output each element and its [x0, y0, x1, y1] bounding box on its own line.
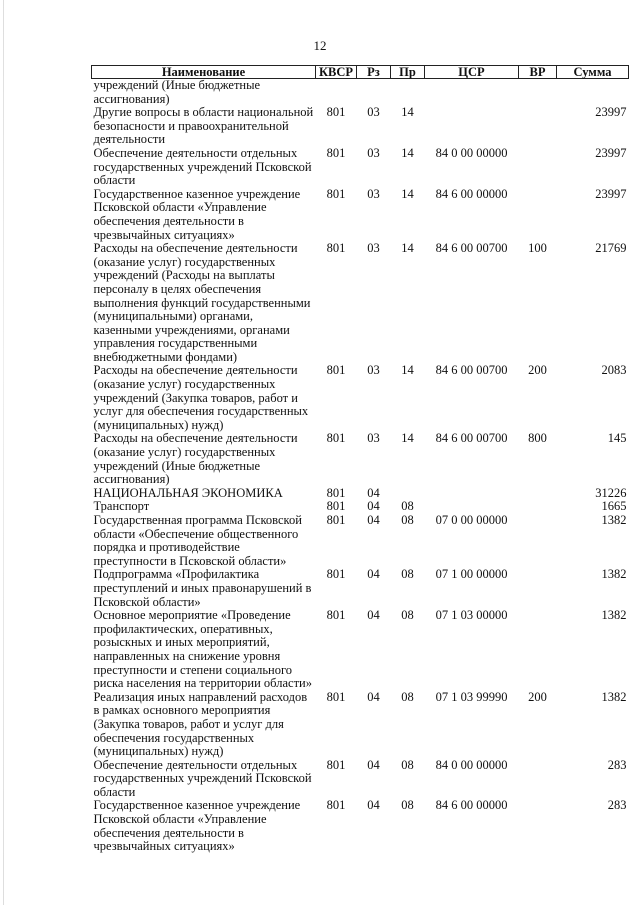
row-rz: 03 — [367, 363, 380, 378]
row-kvsr: 801 — [326, 689, 346, 704]
row-rz: 04 — [367, 689, 380, 704]
row-pr: 14 — [401, 431, 414, 446]
scan-edge — [3, 0, 4, 905]
row-rz: 03 — [367, 105, 380, 120]
row-csr: 07 1 03 99990 — [435, 689, 508, 704]
row-rz: 03 — [367, 241, 380, 256]
row-name: учреждений (Иные бюджетные ассигнования) — [93, 78, 261, 106]
row-csr: 84 0 00 00000 — [435, 757, 508, 772]
row-sum: 1382 — [601, 689, 627, 704]
row-rz: 03 — [367, 145, 380, 160]
row-pr: 08 — [401, 567, 414, 582]
row-sum: 283 — [607, 757, 627, 772]
row-vr: 200 — [528, 689, 547, 704]
row-rz: 04 — [367, 485, 380, 500]
row-sum: 1382 — [601, 513, 627, 527]
row-sum: 1382 — [601, 608, 627, 623]
row-name: Расходы на обеспечение деятельности (оказание услуг) государственных учреждений (Расходы на выплаты персоналу в целях обеспечения выполнения функций государственными (муниципальными) органами, казенными учреждениями, органами управления государственными внебюджетными фондами) — [93, 241, 311, 364]
table-row — [92, 691, 629, 759]
row-name: НАЦИОНАЛЬНАЯ ЭКОНОМИКА — [93, 485, 283, 500]
row-rz: 04 — [367, 798, 380, 813]
row-vr — [519, 79, 557, 107]
row-kvsr: 801 — [326, 186, 346, 201]
row-pr: 14 — [401, 145, 414, 160]
row-pr — [391, 79, 425, 107]
table-row — [92, 147, 629, 188]
row-pr: 14 — [401, 105, 414, 120]
row-csr: 84 6 00 00000 — [435, 186, 508, 201]
table-row — [92, 188, 629, 242]
row-name: Подпрограмма «Профилактика преступлений и иных правонарушений в Псковской области» — [93, 567, 312, 609]
row-csr — [425, 106, 519, 147]
row-name: Государственное казенное учреждение Псковской области «Управление обеспечения деятельности в чрезвычайных ситуациях» — [93, 186, 301, 242]
row-pr: 14 — [401, 186, 414, 201]
row-kvsr: 801 — [326, 798, 346, 813]
row-rz: 03 — [367, 186, 380, 201]
row-pr: 08 — [401, 798, 414, 813]
row-sum: 283 — [607, 798, 627, 813]
row-pr — [391, 487, 425, 501]
row-sum: 1665 — [601, 499, 627, 514]
table-row — [92, 609, 629, 691]
row-name: Транспорт — [93, 499, 150, 514]
table-row — [92, 364, 629, 432]
row-csr — [425, 79, 519, 107]
header-name: Наименование — [92, 66, 316, 79]
row-sum — [557, 79, 629, 107]
row-vr — [519, 188, 557, 242]
row-rz — [357, 79, 391, 107]
row-pr: 14 — [401, 363, 414, 378]
row-sum: 23997 — [595, 105, 627, 120]
table-row — [92, 500, 629, 514]
row-vr — [519, 514, 557, 568]
header-rz: Рз — [357, 66, 391, 79]
row-name: Обеспечение деятельности отдельных государственных учреждений Псковской области — [93, 145, 312, 188]
row-name: Расходы на обеспечение деятельности (оказание услуг) государственных учреждений (Иные бюджетные ассигнования) — [93, 431, 298, 487]
row-vr: 100 — [528, 241, 547, 256]
budget-table — [91, 65, 629, 854]
header-sum: Сумма — [557, 66, 629, 79]
row-csr — [425, 500, 519, 514]
row-kvsr: 801 — [326, 485, 346, 500]
row-vr — [519, 799, 557, 853]
row-sum: 23997 — [595, 186, 627, 201]
row-kvsr: 801 — [326, 567, 346, 582]
row-kvsr: 801 — [326, 513, 346, 527]
row-name: Основное мероприятие «Проведение профилактических, оперативных, розыскных и иных мероприятий, направленных на снижение уровня преступности и степени социального риска населения на территории области» — [93, 608, 312, 691]
row-kvsr: 801 — [326, 499, 346, 514]
row-csr: 07 1 00 00000 — [435, 567, 508, 582]
row-name: Другие вопросы в области национальной безопасности и правоохранительной деятельности — [93, 105, 314, 147]
header-kvsr: КВСР — [316, 66, 357, 79]
row-csr: 84 0 00 00000 — [435, 145, 508, 160]
header-csr: ЦСР — [425, 66, 519, 79]
row-name: Обеспечение деятельности отдельных государственных учреждений Псковской области — [93, 757, 312, 799]
row-pr: 08 — [401, 757, 414, 772]
row-kvsr: 801 — [326, 241, 346, 256]
row-csr: 84 6 00 00700 — [435, 241, 508, 256]
table-row — [92, 514, 629, 568]
table-row — [92, 106, 629, 147]
row-vr: 800 — [528, 431, 547, 446]
row-pr: 08 — [401, 608, 414, 623]
row-rz: 03 — [367, 431, 380, 446]
row-sum: 21769 — [595, 241, 627, 256]
header-pr: Пр — [391, 66, 425, 79]
row-vr — [519, 147, 557, 188]
row-name: Государственная программа Псковской области «Обеспечение общественного порядка и противодействие преступности в Псковской области» — [93, 513, 302, 568]
row-kvsr: 801 — [326, 431, 346, 446]
row-name: Государственное казенное учреждение Псковской области «Управление обеспечения деятельности в чрезвычайных ситуациях» — [93, 798, 301, 854]
row-name: Расходы на обеспечение деятельности (оказание услуг) государственных учреждений (Закупка товаров, работ и услуг для обеспечения государственных (муниципальных) нужд) — [93, 363, 309, 432]
row-vr — [519, 106, 557, 147]
row-vr — [519, 609, 557, 691]
row-rz: 04 — [367, 757, 380, 772]
row-rz: 04 — [367, 567, 380, 582]
row-kvsr: 801 — [326, 608, 346, 623]
table-row — [92, 759, 629, 800]
table-body — [92, 79, 629, 854]
table-row — [92, 432, 629, 486]
table-header-row — [92, 66, 629, 79]
table-row — [92, 242, 629, 364]
table-row — [92, 799, 629, 853]
row-vr — [519, 500, 557, 514]
row-vr — [519, 487, 557, 501]
row-kvsr: 801 — [326, 105, 346, 120]
row-sum: 2083 — [601, 363, 627, 378]
row-rz: 04 — [367, 499, 380, 514]
row-csr: 07 1 03 00000 — [435, 608, 508, 623]
row-rz: 04 — [367, 608, 380, 623]
row-sum: 23997 — [595, 145, 627, 160]
row-kvsr: 801 — [326, 145, 346, 160]
row-csr — [425, 487, 519, 501]
row-pr: 08 — [401, 499, 414, 514]
table-row — [92, 568, 629, 609]
row-kvsr: 801 — [326, 757, 346, 772]
table-row — [92, 79, 629, 107]
row-pr: 08 — [401, 689, 414, 704]
row-csr: 84 6 00 00000 — [435, 798, 508, 813]
row-sum: 1382 — [601, 567, 627, 582]
row-vr: 200 — [528, 363, 547, 378]
row-vr — [519, 568, 557, 609]
row-csr: 07 0 00 00000 — [435, 513, 508, 527]
page-number: 12 — [313, 38, 327, 53]
row-csr: 84 6 00 00700 — [435, 431, 508, 446]
header-vr: ВР — [519, 66, 557, 79]
row-sum: 31226 — [595, 485, 627, 500]
row-pr: 08 — [401, 513, 414, 527]
row-csr: 84 6 00 00700 — [435, 363, 508, 378]
table-row — [92, 487, 629, 501]
row-rz: 04 — [367, 513, 380, 527]
row-sum: 145 — [607, 431, 627, 446]
row-kvsr: 801 — [326, 363, 346, 378]
row-vr — [519, 759, 557, 800]
row-name: Реализация иных направлений расходов в рамках основного мероприятия (Закупка товаров, работ и услуг для обеспечения государственных (муниципальных) нужд) — [93, 689, 308, 759]
row-kvsr — [316, 79, 357, 107]
row-pr: 14 — [401, 241, 414, 256]
